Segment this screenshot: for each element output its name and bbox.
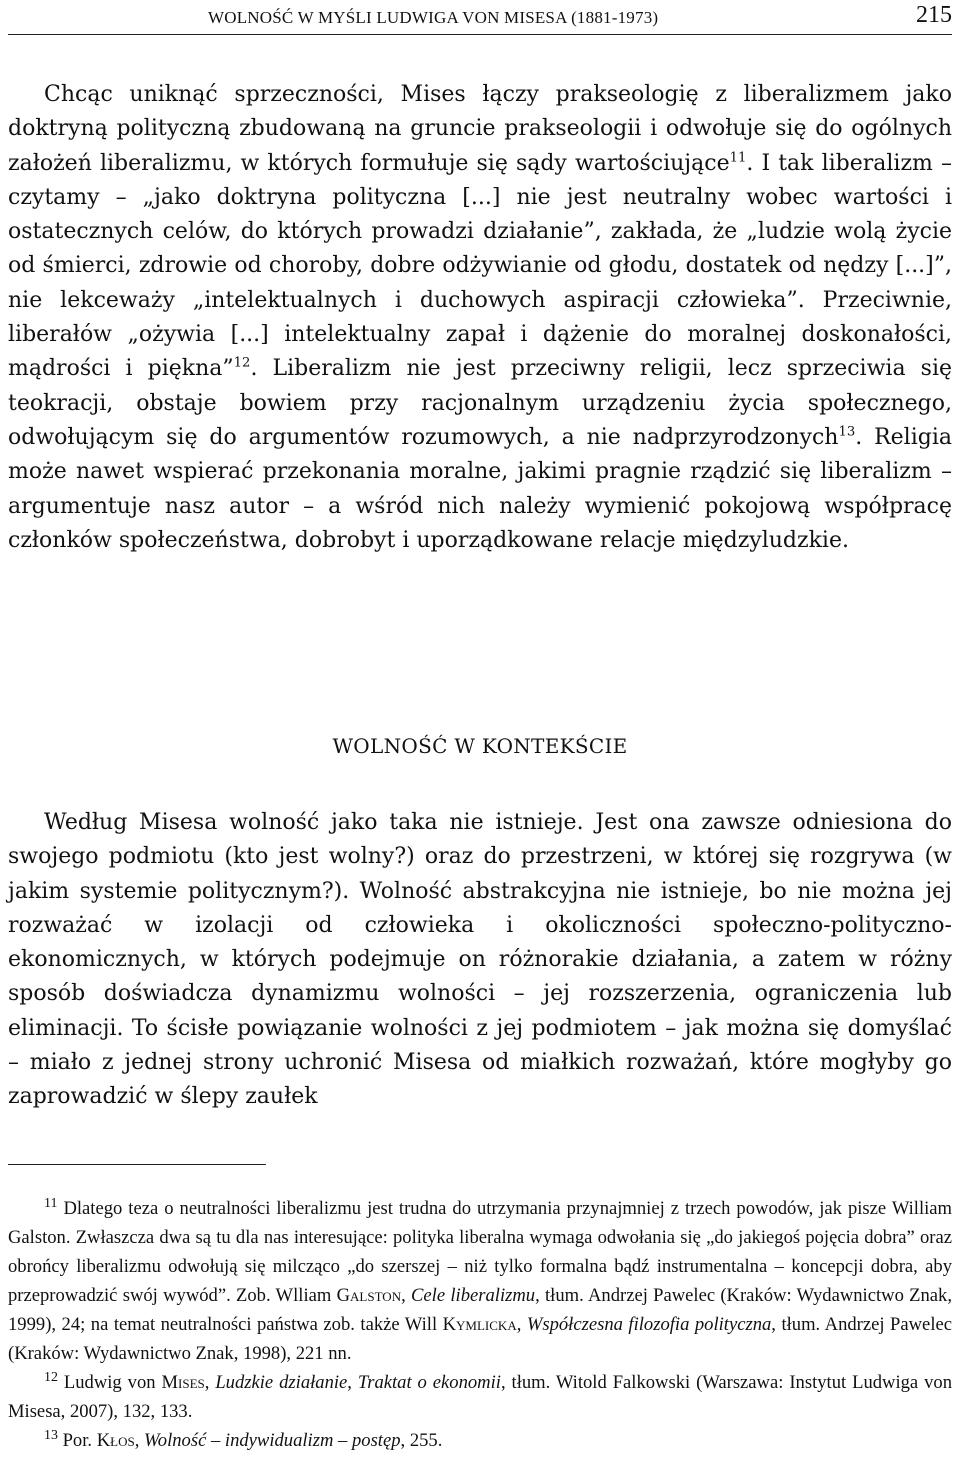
footnote-11: $^{11}$ Dlatego teza o neutralności liberalizmu jest trudna do utrzymania przynajmniej z trzech powodów, jak pisze William Galston. Zwłaszcza dwa są tu dla nas interesujące: polityka liberalna wymaga odwołania się „do jakiegoś pojęcia dobra” oraz obrońcy liberalizmu odwołują się milcząco „do szerszej – niż tylko formalna bądź instrumentalna – koncepcji dobra, aby przeprowadzić swój wywód”. Zob. Wlliam Galston, Cele liberalizmu, tłum. Andrzej Pawelec (Kraków: Wydawnictwo Znak, 1999), 24; na temat neutralności państwa zob. także Will Kymlicka, Współczesna filozofia polityczna, tłum. Andrzej Pawelec (Kraków: Wydawnictwo Znak, 1998), 221 nn. (8, 1195, 952, 1364)
body-paragraph-1: Chcąc uniknąć sprzeczności, Mises łączy prakseologię z liberalizmem jako doktryną polityczną zbudowaną na gruncie prakseologii i odwołuje się do ogólnych założeń liberalizmu, w których formułuje się sądy wartościujące$^{11}$. I tak liberalizm – czytamy – „jako doktryna polityczna [...] nie jest neutralny wobec wartości i ostatecznych celów, do których prowadzi działanie”, zakłada, że „ludzie wolą życie od śmierci, zdrowie od choroby, dobre odżywianie od głodu, dostatek od nędzy [...]”, nie lekceważy „intelektualnych i duchowych aspiracji człowieka”. Przeciwnie, liberałów „ożywia [...] intelektualny zapał i dążenie do moralnej doskonałości, mądrości i piękna”$^{12}$. Liberalizm nie jest przeciwny religii, lecz sprzeciwia się teokracji, obstaje bowiem przy racjonalnym urządzeniu życia społecznego, odwołującym się do argumentów rozumowych, a nie nadprzyrodzonych$^{13}$. Religia może nawet wspierać przekonania moralne, jakimi pragnie rządzić się liberalizm – argumentuje nasz autor – a wśród nich należy wymienić pokojową współpracę członków społeczeństwa, dobrobyt i uporządkowane relacje międzyludzkie. (8, 82, 952, 553)
running-head: WOLNOŚĆ W MYŚLI LUDWIGA VON MISESA (1881-1973) (208, 8, 659, 27)
page-number: 215 (916, 2, 952, 28)
footnote-ref-12[interactable]: 12 (233, 356, 251, 372)
footnote-ref-13[interactable]: 13 (838, 424, 856, 440)
footnote-number-11: 11 (44, 1195, 58, 1211)
footnote-12: $^{12}$ Ludwig von Mises, Ludzkie działanie, Traktat o ekonomii, tłum. Witold Falkowski (Warszawa: Instytut Ludwiga von Misesa, 2007), 132, 133. (8, 1369, 953, 1422)
page-header (8, 4, 952, 35)
body-paragraph-2: Według Misesa wolność jako taka nie istnieje. Jest ona zawsze odniesiona do swojego podmiotu (kto jest wolny?) oraz do przestrzeni, w której się rozgrywa (w jakim systemie politycznym?). Wolność abstrakcyjna nie istnieje, bo nie można jej rozważać w izolacji od człowieka i okoliczności społeczno-polityczno-ekonomicznych, w których podejmuje on różnorakie działania, a zatem w różny sposób doświadcza dynamizmu wolności – jej rozszerzenia, ograniczenia lub eliminacji. To ścisłe powiązanie wolności z jej podmiotem – jak można się domyślać – miało z jednej strony uchronić Misesa od miałkich rozważań, które mogłyby go zaprowadzić w ślepy zaułek (8, 810, 952, 1110)
footnote-13: $^{13}$ Por. Kłos, Wolność – indywidualizm – postęp, 255. (44, 1427, 443, 1451)
section-heading: WOLNOŚĆ W KONTEKŚCIE (332, 734, 628, 758)
footnote-number-13: 13 (44, 1427, 58, 1443)
footnotes (8, 1194, 952, 1455)
footnote-separator (8, 1164, 266, 1165)
footnote-ref-11[interactable]: 11 (729, 150, 747, 166)
footnote-number-12: 12 (44, 1369, 58, 1385)
